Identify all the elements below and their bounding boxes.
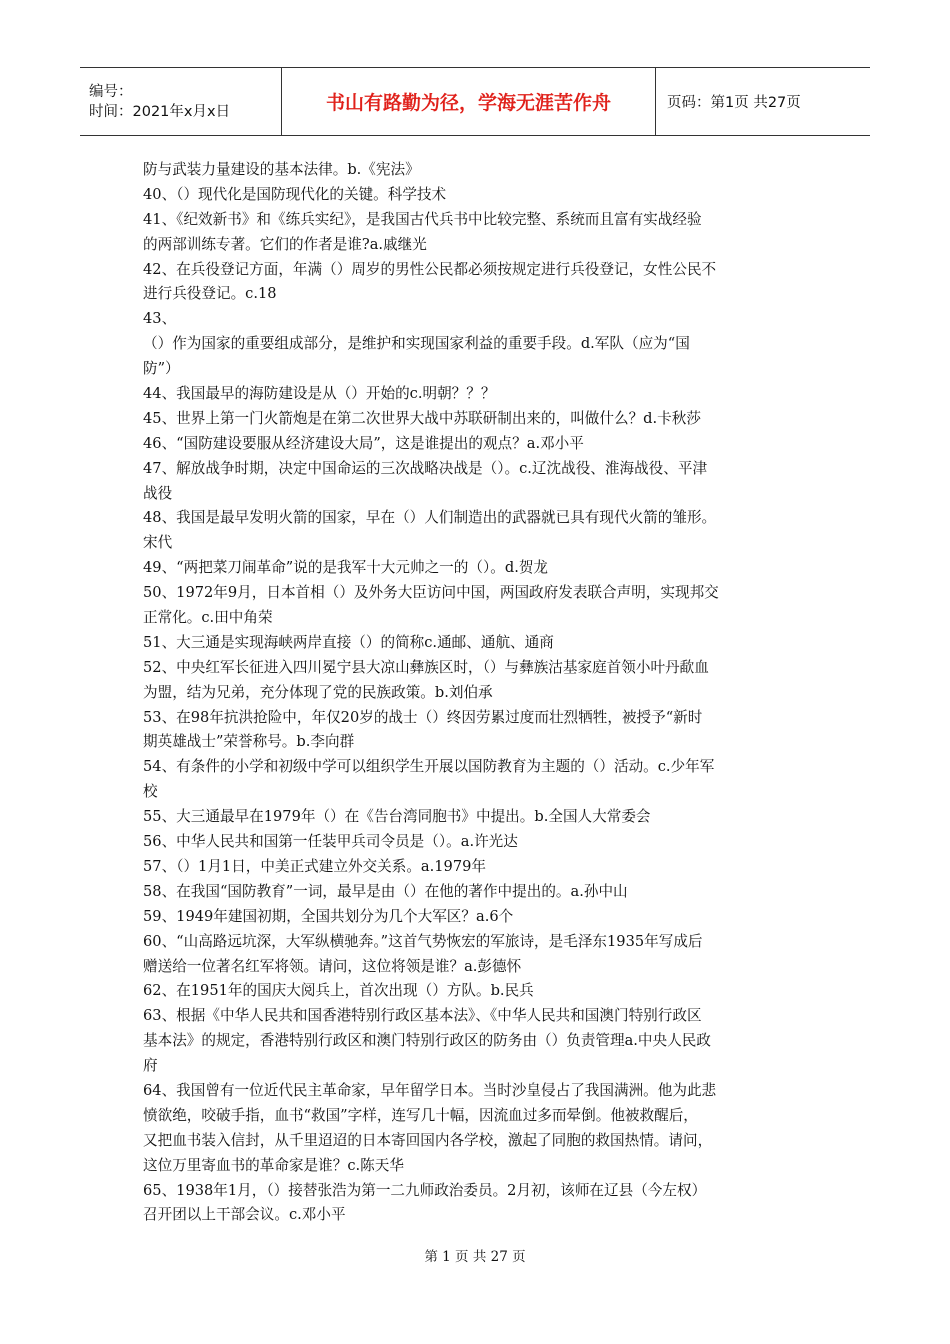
text-line: 42、在兵役登记方面，年满（）周岁的男性公民都必须按规定进行兵役登记，女性公民不 [143, 260, 717, 278]
text-line: 宋代 [143, 534, 173, 552]
text-line: 49、“两把菜刀闹革命”说的是我军十大元帅之一的（）。d.贺龙 [143, 559, 549, 577]
text-line: 进行兵役登记。c.18 [143, 285, 277, 303]
text-line: 57、（）1月1日，中美正式建立外交关系。a.1979年 [143, 857, 487, 875]
document-body [143, 158, 809, 1228]
text-line: 这位万里寄血书的革命家是谁？c.陈天华 [143, 1156, 404, 1174]
text-line: 又把血书装入信封，从千里迢迢的日本寄回国内各学校，激起了同胞的救国热情。请问， [143, 1131, 713, 1149]
text-line: 校 [143, 783, 158, 801]
document-date-label: 时间：2021年x月x日 [89, 103, 231, 120]
text-line: 54、有条件的小学和初级中学可以组织学生开展以国防教育为主题的（）活动。c.少年军 [143, 758, 715, 776]
text-line: 62、在1951年的国庆大阅兵上，首次出现（）方队。b.民兵 [143, 982, 534, 1000]
text-line: 52、中央红军长征进入四川冕宁县大凉山彝族区时，（）与彝族沽基家庭首领小叶丹歃血 [143, 658, 709, 676]
text-line: 51、大三通是实现海峡两岸直接（）的简称c.通邮、通航、通商 [143, 633, 554, 651]
text-line: 战役 [143, 484, 173, 502]
text-line: 47、解放战争时期，决定中国命运的三次战略决战是（）。c.辽沈战役、淮海战役、平津 [143, 459, 708, 477]
text-line: 的两部训练专著。它们的作者是谁?a.戚继光 [143, 235, 427, 253]
text-line: 基本法》的规定，香港特别行政区和澳门特别行政区的防务由（）负责管理a.中央人民政 [143, 1032, 711, 1050]
text-line: 府 [143, 1057, 158, 1075]
text-line: 44、我国最早的海防建设是从（）开始的c.明朝？？？ [143, 385, 496, 403]
text-line: 63、根据《中华人民共和国香港特别行政区基本法》、《中华人民共和国澳门特别行政区 [143, 1007, 702, 1025]
text-line: 防与武装力量建设的基本法律。b.《宪法》 [143, 161, 420, 178]
text-line: 56、中华人民共和国第一任装甲兵司令员是（）。a.许光达 [143, 833, 518, 851]
text-line: 防”） [143, 360, 180, 378]
text-line: 40、（）现代化是国防现代化的关键。科学技术 [143, 185, 447, 203]
header-meta-cell [80, 68, 282, 135]
text-line: 41、《纪效新书》和《练兵实纪》，是我国古代兵书中比较完整、系统而且富有实战经验 [143, 210, 702, 228]
text-line: （）作为国家的重要组成部分，是维护和实现国家利益的重要手段。d.军队（应为“国 [143, 335, 690, 353]
header-page-cell [656, 68, 870, 135]
header-page-info: 页码：第1页 共27页 [667, 95, 801, 111]
page-footer [0, 1245, 950, 1265]
text-line: 为盟，结为兄弟，充分体现了党的民族政策。b.刘伯承 [143, 683, 493, 701]
text-line: 赠送给一位著名红军将领。请问，这位将领是谁？a.彭德怀 [143, 957, 522, 975]
text-line: 48、我国是最早发明火箭的国家，早在（）人们制造出的武器就已具有现代火箭的雏形。 [143, 509, 717, 527]
text-line: 45、世界上第一门火箭炮是在第二次世界大战中苏联研制出来的，叫做什么？d.卡秋莎 [143, 409, 701, 427]
text-line: 59、1949年建国初期，全国共划分为几个大军区？a.6个 [143, 907, 514, 925]
document-number-label: 编号： [89, 83, 133, 100]
text-line: 58、在我国“国防教育”一词，最早是由（）在他的著作中提出的。a.孙中山 [143, 882, 628, 900]
text-line: 53、在98年抗洪抢险中，年仅20岁的战士（）终因劳累过度而壮烈牺牲，被授予“新时 [143, 708, 703, 726]
document-header [80, 67, 870, 136]
text-line: 愤欲绝，咬破手指，血书“救国”字样，连写几十幅，因流血过多而晕倒。他被救醒后， [143, 1106, 698, 1124]
footer-page-number: 第 1 页 共 27 页 [424, 1249, 526, 1265]
header-motto-cell [282, 68, 656, 135]
text-line: 60、“山高路远坑深，大军纵横驰奔。”这首气势恢宏的军旅诗，是毛泽东1935年写成后 [143, 932, 703, 950]
text-line: 46、“国防建设要服从经济建设大局”，这是谁提出的观点？a.邓小平 [143, 434, 584, 452]
text-line: 正常化。c.田中角荣 [143, 609, 273, 627]
text-line: 43、 [143, 310, 177, 328]
header-motto: 书山有路勤为径，学海无涯苦作舟 [325, 92, 611, 114]
text-line: 期英雄战士”荣誉称号。b.李向群 [143, 733, 355, 751]
text-line: 召开团以上干部会议。c.邓小平 [143, 1206, 346, 1224]
text-line: 65、1938年1月，（）接替张浩为第一二九师政治委员。2月初，该师在辽县（今左权） [143, 1181, 707, 1199]
text-line: 50、1972年9月，日本首相（）及外务大臣访问中国，两国政府发表联合声明，实现邦交 [143, 584, 719, 602]
text-line: 64、我国曾有一位近代民主革命家，早年留学日本。当时沙皇侵占了我国满洲。他为此悲 [143, 1081, 717, 1099]
text-line: 55、大三通最早在1979年（）在《告台湾同胞书》中提出。b.全国人大常委会 [143, 808, 651, 826]
